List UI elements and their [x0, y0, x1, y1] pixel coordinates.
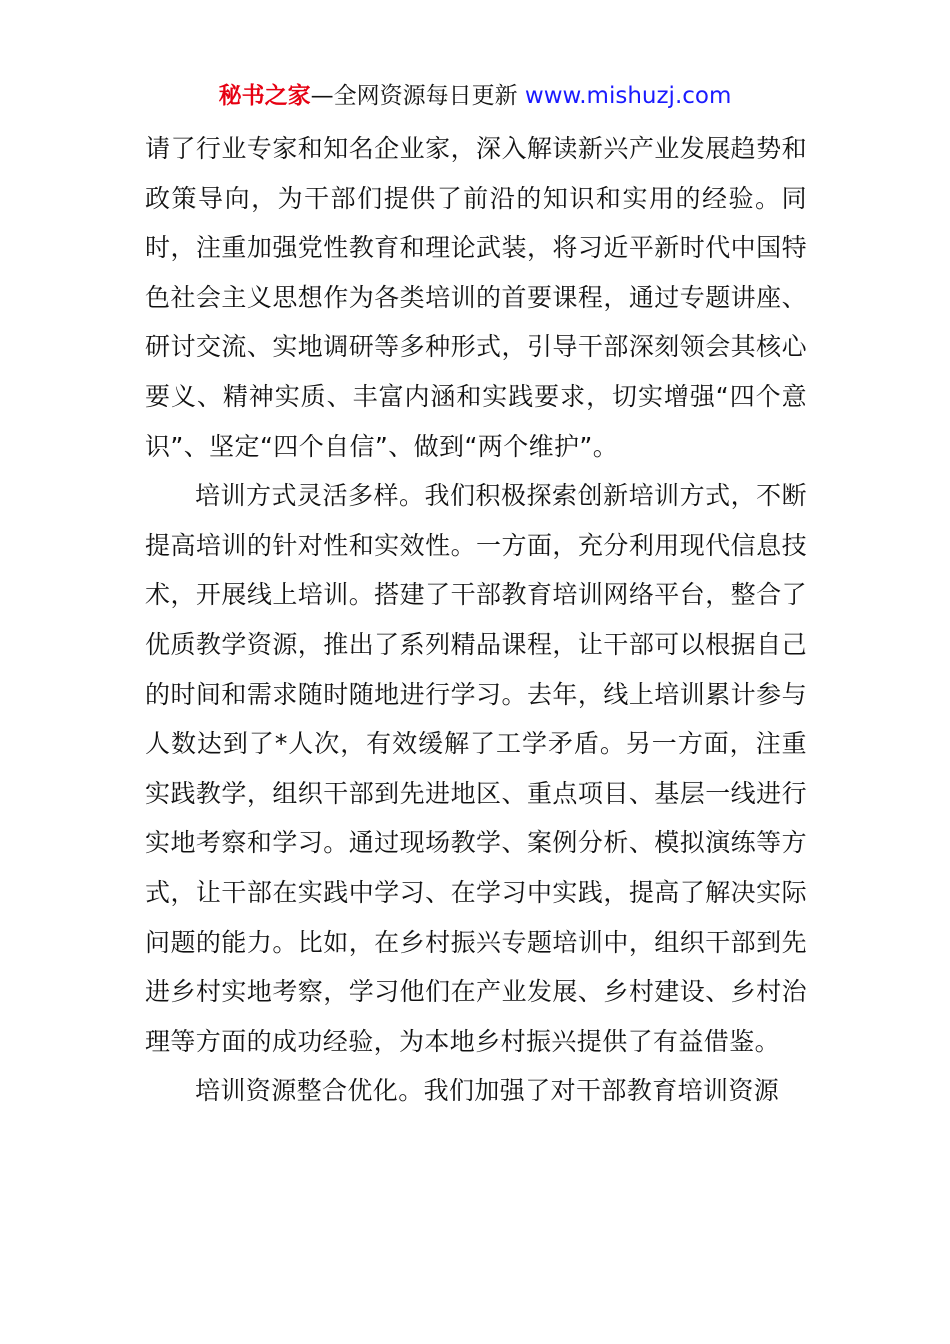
paragraph-continuation: 请了行业专家和知名企业家，深入解读新兴产业发展趋势和政策导向，为干部们提供了前沿的知识和实用的经验。同时，注重加强党性教育和理论武装，将习近平新时代中国特色社会主义思想作为各类培训的首要课程，通过专题讲座、研讨交流、实地调研等多种形式，引导干部深刻领会其核心要义、精神实质、丰富内涵和实践要求，切实增强“四个意识”、坚定“四个自信”、做到“两个维护”。 [145, 134, 807, 461]
header-tagline: —全网资源每日更新 [310, 83, 525, 109]
brand-name: 秘书之家 [218, 83, 311, 109]
site-url-link[interactable]: www.mishuzj.com [524, 83, 732, 109]
page-header [0, 80, 950, 112]
document-body [145, 124, 807, 1116]
paragraph-training-methods: 培训方式灵活多样。我们积极探索创新培训方式，不断提高培训的针对性和实效性。一方面，充分利用现代信息技术，开展线上培训。搭建了干部教育培训网络平台，整合了优质教学资源，推出了系列精品课程，让干部可以根据自己的时间和需求随时随地进行学习。去年，线上培训累计参与人数达到了*人次，有效缓解了工学矛盾。另一方面，注重实践教学，组织干部到先进地区、重点项目、基层一线进行实地考察和学习。通过现场教学、案例分析、模拟演练等方式，让干部在实践中学习、在学习中实践，提高了解决实际问题的能力。比如，在乡村振兴专题培训中，组织干部到先进乡村实地考察，学习他们在产业发展、乡村建设、乡村治理等方面的成功经验，为本地乡村振兴提供了有益借鉴。 [145, 481, 807, 1056]
paragraph-training-resources: 培训资源整合优化。我们加强了对干部教育培训资源 [195, 1076, 780, 1106]
